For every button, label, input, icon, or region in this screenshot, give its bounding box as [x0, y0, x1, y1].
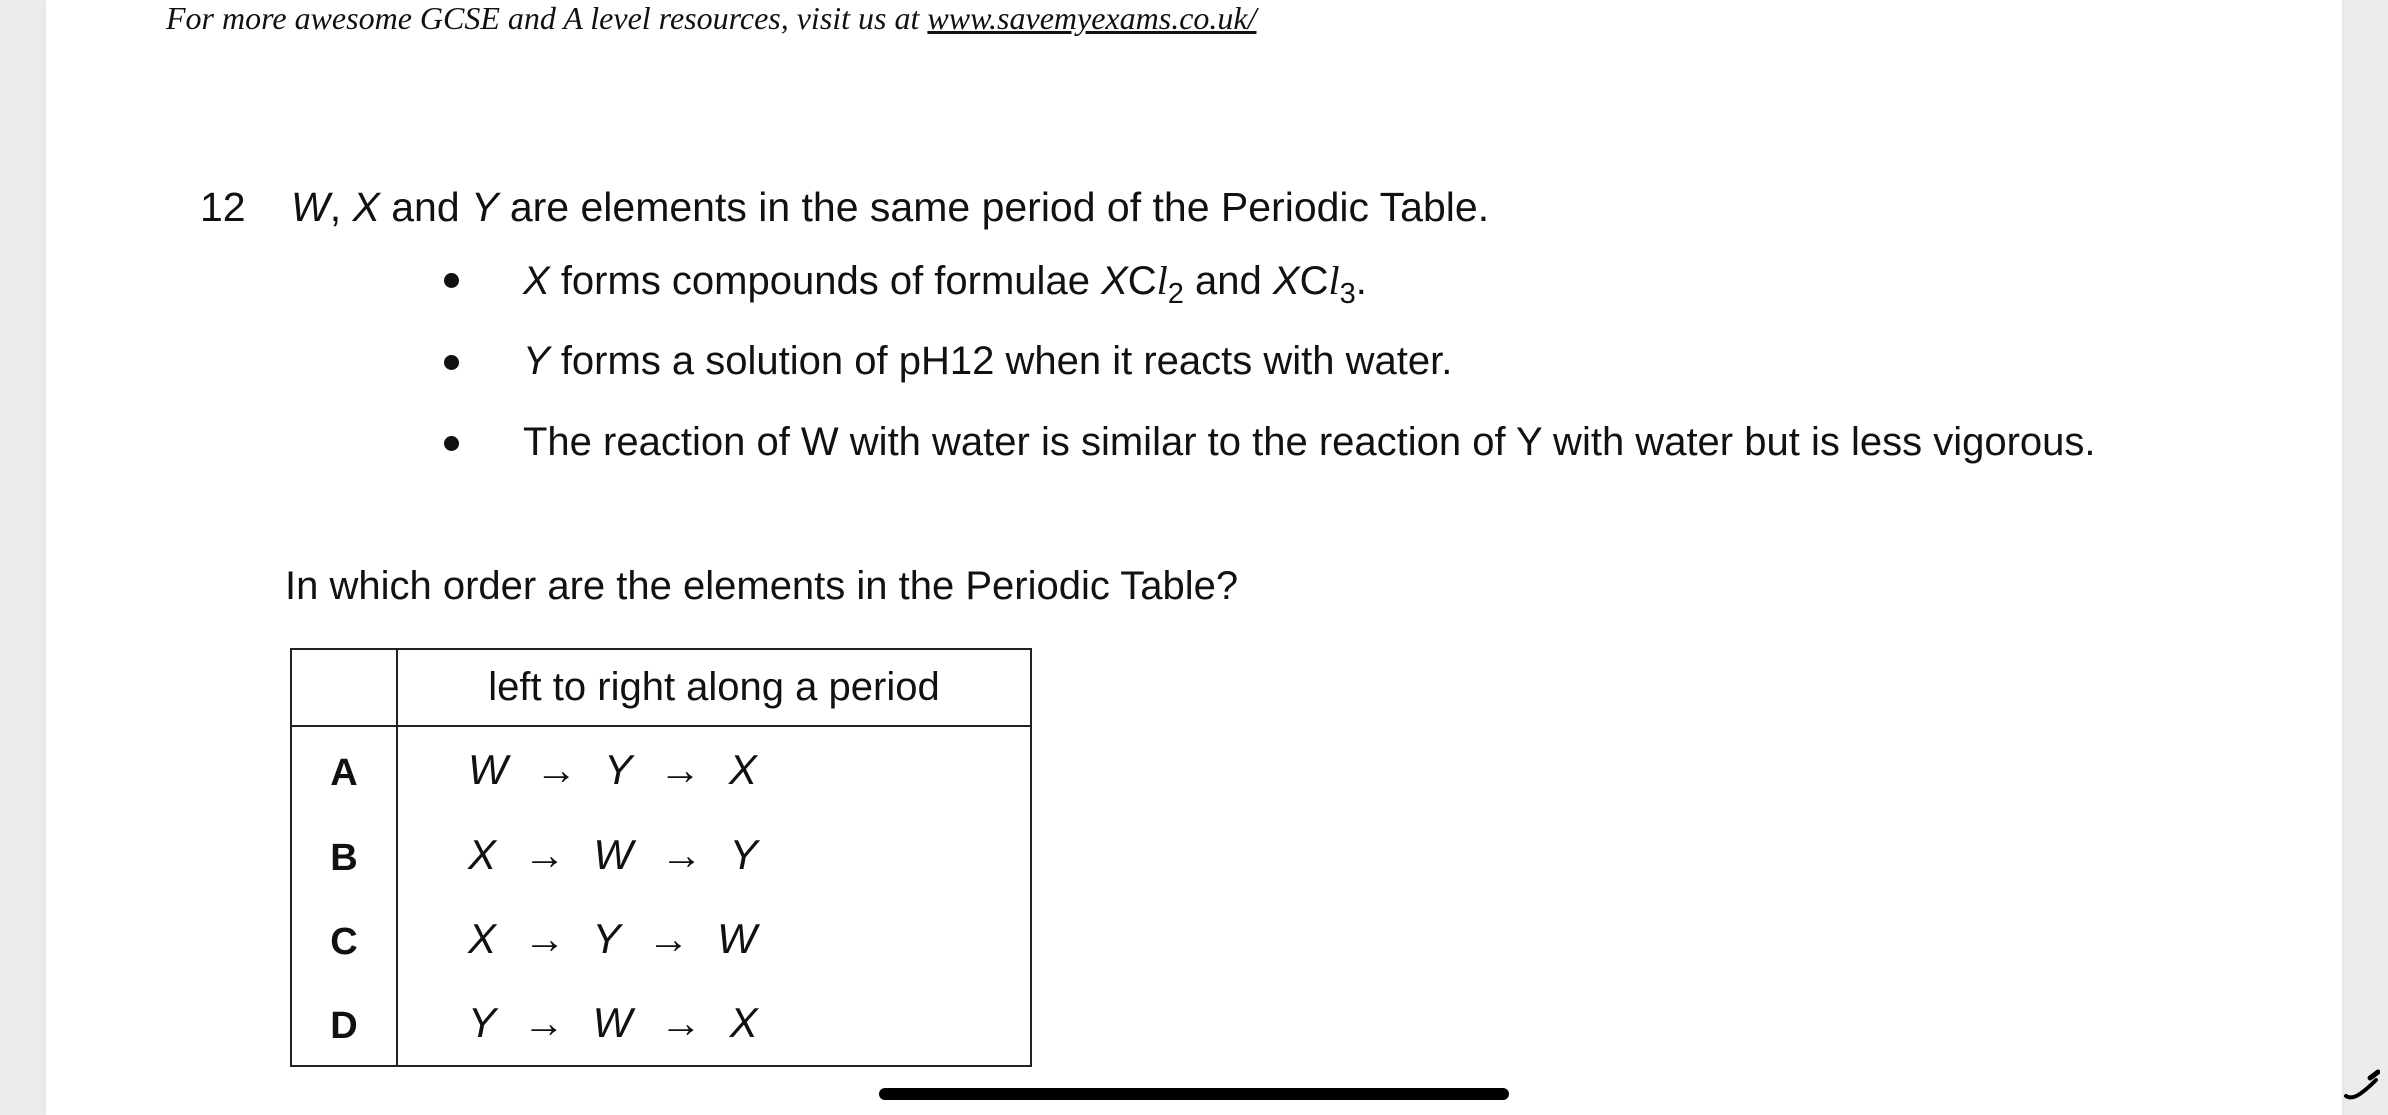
option-sequence: W → Y → X	[397, 726, 1031, 813]
bullet-item-3: The reaction of W with water is similar to the reaction of Y with water but is less vigorous.	[523, 420, 2096, 464]
option-letter: D	[291, 981, 397, 1066]
option-letter: B	[291, 813, 397, 897]
bullet-2-text: forms a solution of pH12 when it reacts with water.	[560, 339, 1453, 383]
table-row[interactable]	[291, 897, 1031, 981]
question-stem: W, X and Y are elements in the same period of the Periodic Table.	[291, 184, 1490, 230]
table-header-label: left to right along a period	[397, 649, 1031, 726]
bullet-item-1: X forms compounds of formulae XCl$_2$ and XCl$_3$.	[523, 258, 1367, 310]
bullet-1-text: forms compounds of formulae	[560, 259, 1090, 303]
question-prompt: In which order are the elements in the Periodic Table?	[285, 564, 1239, 608]
option-sequence: X → W → Y	[397, 813, 1031, 897]
banner-text: For more awesome GCSE and A level resources, visit us at	[166, 0, 928, 36]
table-header-row	[291, 649, 1031, 726]
pencil-icon[interactable]	[2340, 1066, 2380, 1106]
table-row[interactable]	[291, 981, 1031, 1066]
resource-banner	[166, 0, 1256, 36]
option-letter: C	[291, 897, 397, 981]
home-indicator-bar[interactable]	[879, 1088, 1509, 1100]
answer-options-table	[290, 648, 1032, 1067]
banner-link[interactable]: www.savemyexams.co.uk/	[927, 0, 1257, 36]
bullet-point-icon	[444, 355, 459, 370]
option-sequence: Y → W → X	[397, 981, 1031, 1066]
question-stem-text: are elements in the same period of the Periodic Table.	[509, 184, 1490, 230]
table-header-blank	[291, 649, 397, 726]
bullet-point-icon	[444, 436, 459, 451]
table-row[interactable]	[291, 726, 1031, 813]
table-row[interactable]	[291, 813, 1031, 897]
bullet-point-icon	[444, 273, 459, 288]
bullet-item-2: Y forms a solution of pH12 when it reacts with water.	[523, 339, 1453, 383]
question-number: 12	[200, 184, 246, 230]
option-letter: A	[291, 726, 397, 813]
option-sequence: X → Y → W	[397, 897, 1031, 981]
